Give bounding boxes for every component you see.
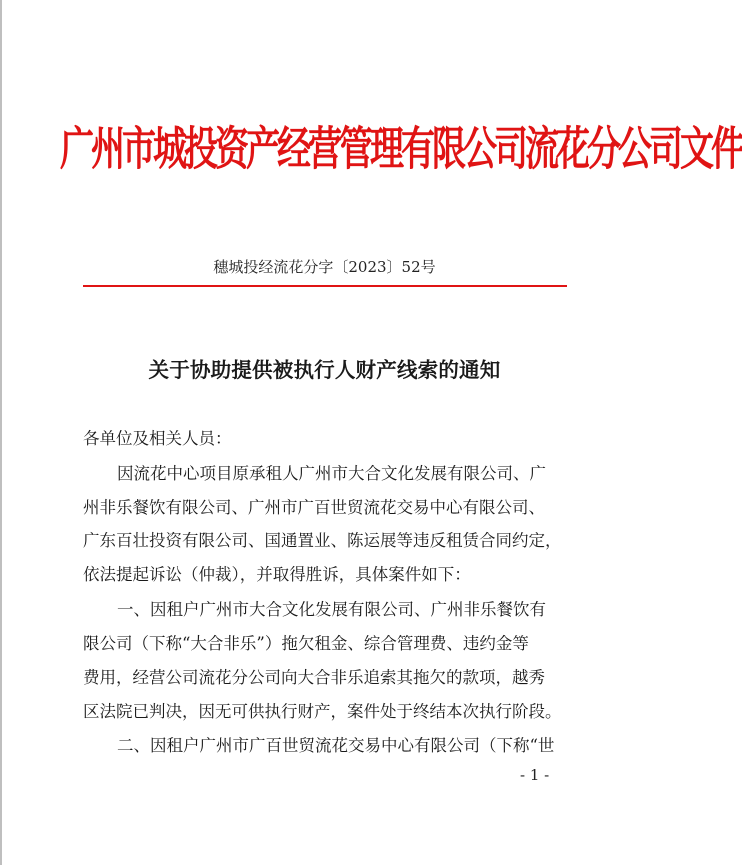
body-line: 费用，经营公司流花分公司向大合非乐追索其拖欠的款项，越秀 [83,668,545,687]
page-left-edge [0,0,2,865]
body-line: 州非乐餐饮有限公司、广州市广百世贸流花交易中心有限公司、 [83,498,545,517]
body-line: 二、因租户广州市广百世贸流花交易中心有限公司（下称“世 [117,736,555,755]
page-number: - 1 - [520,766,550,784]
body-line: 依法提起诉讼（仲裁），并取得胜诉，具体案件如下： [83,565,471,584]
body-line: 限公司（下称“大合非乐”）拖欠租金、综合管理费、违约金等 [83,634,529,653]
notice-title: 关于协助提供被执行人财产线索的通知 [148,358,501,382]
body-line: 一、因租户广州市大合文化发展有限公司、广州非乐餐饮有 [117,600,546,619]
issuer-header: 广州市城投资产经营管理有限公司流花分公司文件 [60,122,742,177]
body-line: 因流花中心项目原承租人广州市大合文化发展有限公司、广 [117,464,546,483]
body-line: 广东百壮投资有限公司、国通置业、陈运展等违反租赁合同约定， [83,531,562,550]
salutation: 各单位及相关人员： [83,429,232,448]
body-line: 区法院已判决，因无可供执行财产，案件处于终结本次执行阶段。 [83,702,562,721]
document-number: 穗城投经流花分字〔2023〕52号 [213,258,436,276]
red-separator-line [83,285,567,287]
